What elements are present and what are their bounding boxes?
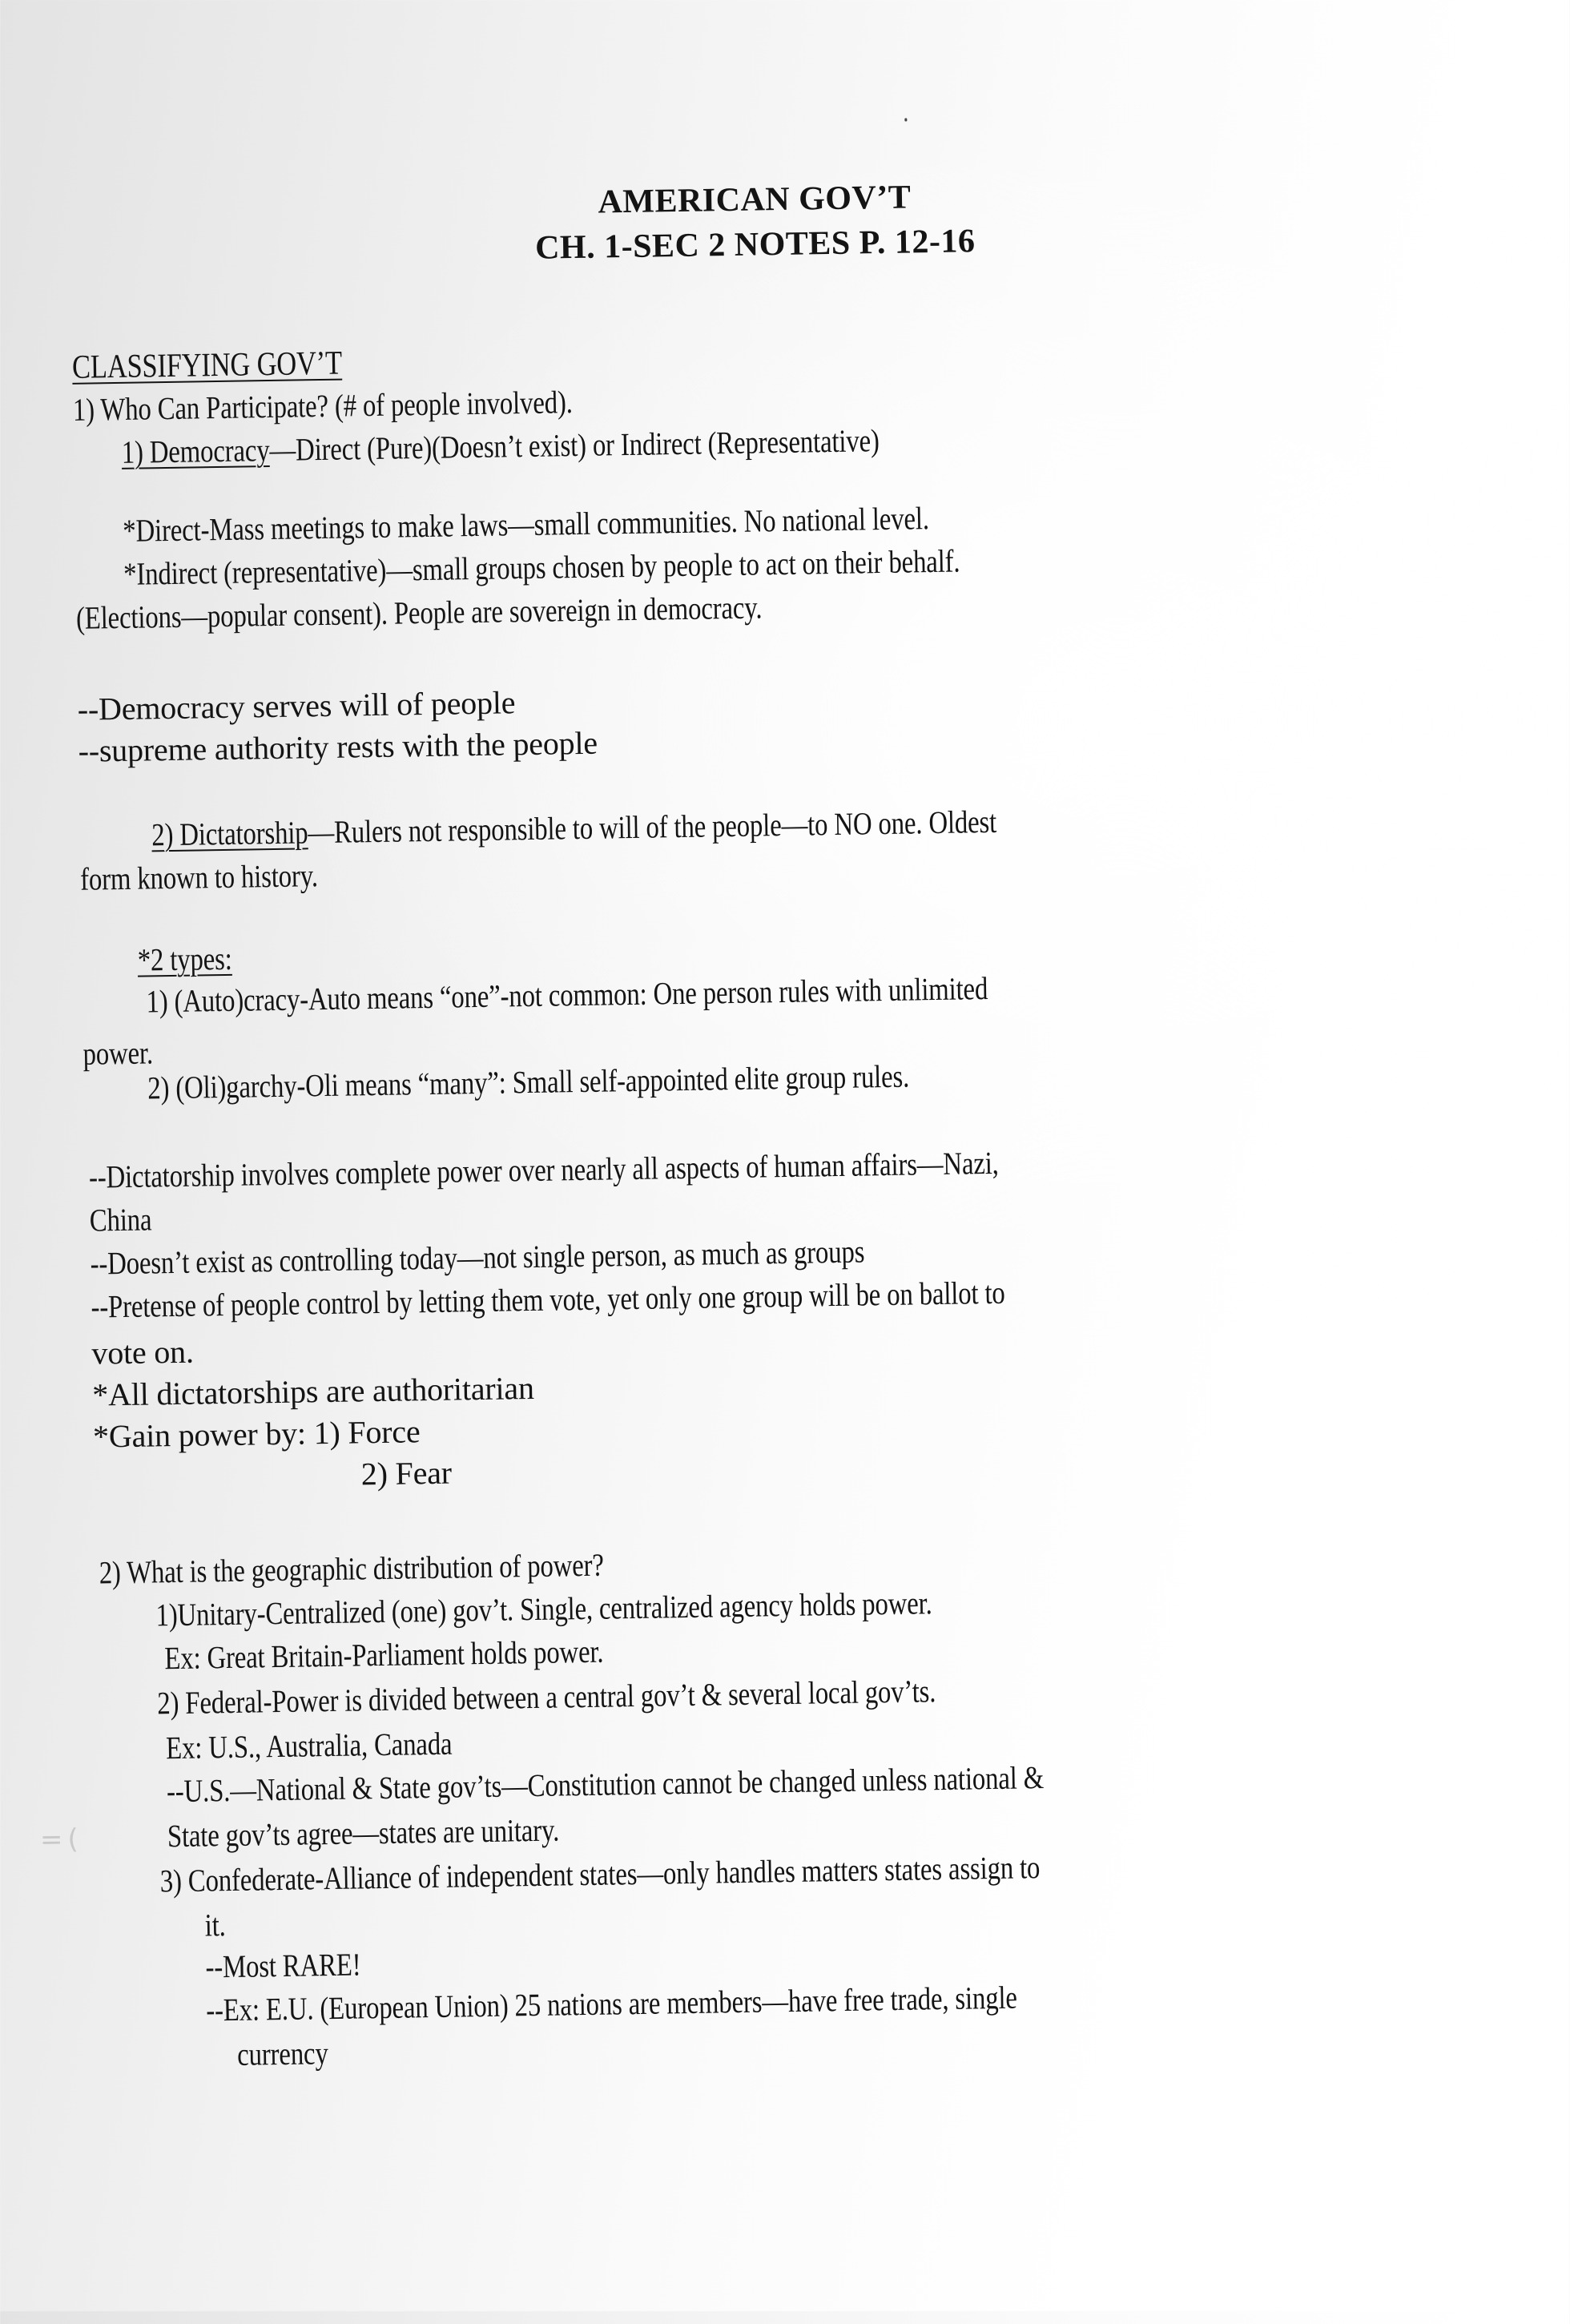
dictatorship-bullet-1-cont: China xyxy=(89,1201,152,1239)
dictatorship-note-1: *All dictatorships are authoritarian xyxy=(91,1369,535,1413)
paper-speck xyxy=(904,118,907,121)
dictatorship-note-2-cont: 2) Fear xyxy=(360,1454,453,1492)
dictatorship-label: 2) Dictatorship xyxy=(151,814,308,853)
confederate-note-2: --Ex: E.U. (European Union) 25 nations are members—have free trade, single xyxy=(205,1979,1018,2028)
dictatorship-note-2: *Gain power by: 1) Force xyxy=(92,1413,421,1455)
federal-example: Ex: U.S., Australia, Canada xyxy=(165,1725,453,1766)
federal-line: 2) Federal-Power is divided between a central gov’t & several local gov’ts. xyxy=(156,1673,936,1722)
direct-democracy-note: *Direct-Mass meetings to make laws—small communities. No national level. xyxy=(122,500,930,549)
indirect-democracy-note-cont: (Elections—popular consent). People are sovereign in democracy. xyxy=(75,589,763,636)
dictatorship-bullet-3-cont: vote on. xyxy=(91,1333,195,1371)
title-line-2: CH. 1-SEC 2 NOTES P. 12-16 xyxy=(534,223,976,267)
dictatorship-line-cont: form known to history. xyxy=(79,857,319,897)
margin-mark: =( xyxy=(39,1823,84,1856)
confederate-line-cont: it. xyxy=(204,1907,226,1943)
types-label: *2 types: xyxy=(137,940,232,978)
unitary-line: 1)Unitary-Centralized (one) gov’t. Single, centralized agency holds power. xyxy=(155,1585,932,1633)
federal-note-cont: State gov’ts agree—states are unitary. xyxy=(167,1811,560,1855)
question-1: 1) Who Can Participate? (# of people involved). xyxy=(72,384,574,428)
dictatorship-line: 2) Dictatorship—Rulers not responsible to will of the people—to NO one. Oldest xyxy=(151,803,997,853)
dictatorship-bullet-3: --Pretense of people control by letting them vote, yet only one group will be on ballot to xyxy=(91,1274,1005,1325)
democracy-bullet-2: --supreme authority rests with the people xyxy=(78,724,598,769)
oligarchy-line: 2) (Oli)garchy-Oli means “many”: Small self-appointed elite group rules. xyxy=(147,1057,910,1106)
section-heading: CLASSIFYING GOV’T xyxy=(71,344,343,386)
dictatorship-bullet-2: --Doesn’t exist as controlling today—not single person, as much as groups xyxy=(90,1233,865,1282)
confederate-line: 3) Confederate-Alliance of independent states—only handles matters states assign to xyxy=(159,1849,1041,1899)
confederate-note-1: --Most RARE! xyxy=(205,1946,361,1985)
question-2: 2) What is the geographic distribution of power? xyxy=(99,1546,605,1591)
confederate-note-2-cont: currency xyxy=(236,2035,328,2072)
unitary-example: Ex: Great Britain-Parliament holds power. xyxy=(164,1633,604,1677)
indirect-democracy-note: *Indirect (representative)—small groups chosen by people to act on their behalf. xyxy=(123,542,960,592)
federal-note: --U.S.—National & State gov’ts—Constitution cannot be changed unless national & xyxy=(166,1759,1045,1810)
autocracy-line: 1) (Auto)cracy-Auto means “one”-not common: One person rules with unlimited xyxy=(146,970,988,1020)
dictatorship-bullet-1: --Dictatorship involves complete power over nearly all aspects of human affairs—Nazi, xyxy=(88,1144,999,1195)
title-line-1: AMERICAN GOV’T xyxy=(598,179,912,221)
democracy-bullet-1: --Democracy serves will of people xyxy=(77,684,516,727)
autocracy-line-cont: power. xyxy=(83,1034,154,1072)
democracy-label: 1) Democracy xyxy=(121,432,270,470)
democracy-line: 1) Democracy—Direct (Pure)(Doesn’t exist) or Indirect (Representative) xyxy=(121,422,880,470)
